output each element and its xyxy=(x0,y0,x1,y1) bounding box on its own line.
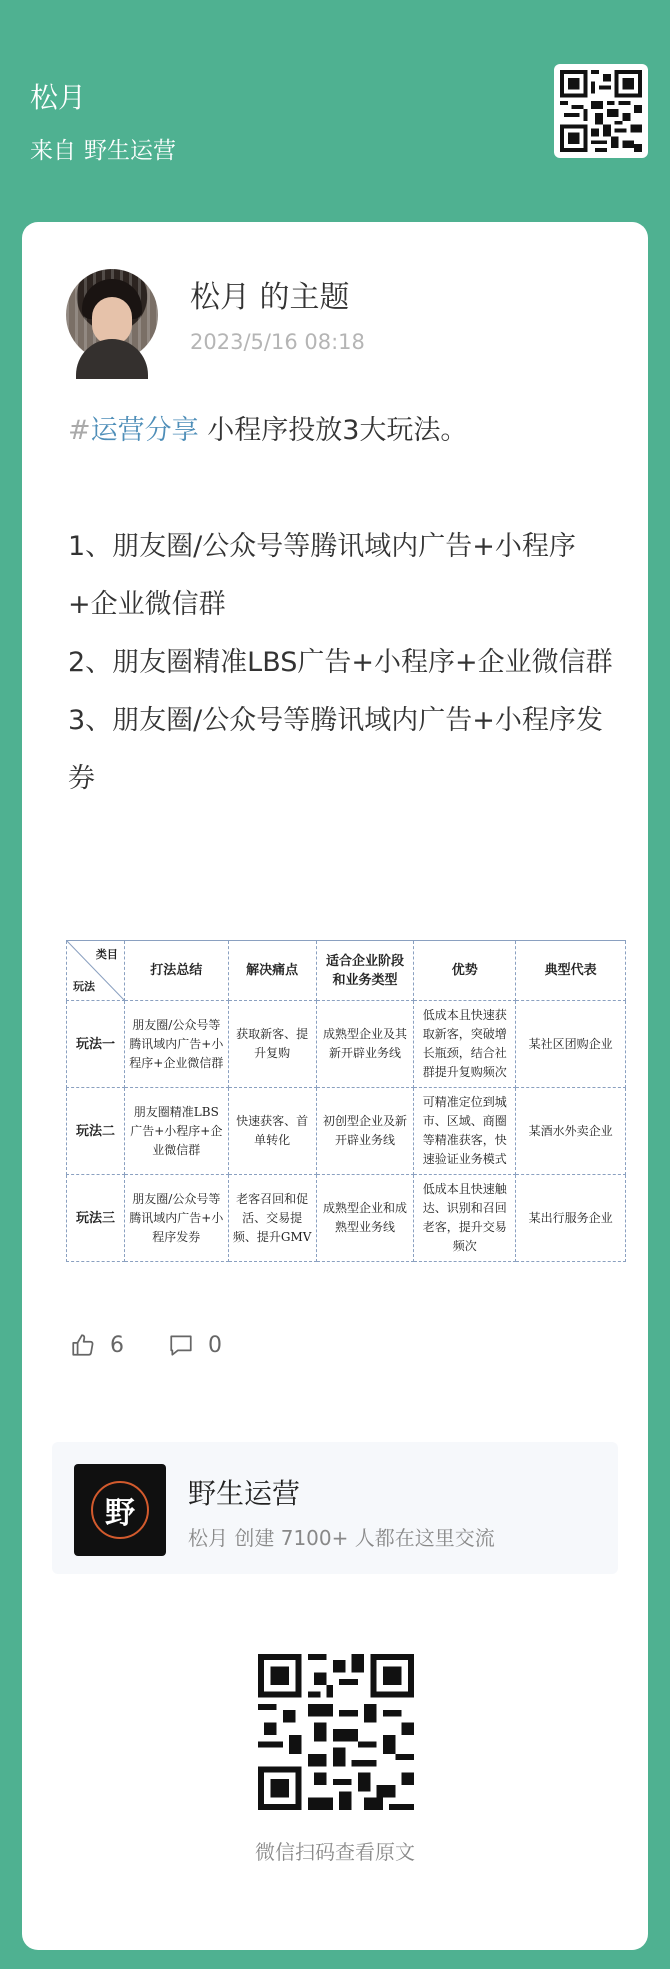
thumbs-up-icon xyxy=(70,1332,96,1358)
topic-tag[interactable]: #运营分享 xyxy=(68,415,199,446)
table-header: 解决痛点 xyxy=(228,941,316,1001)
qr-code-icon xyxy=(258,1654,414,1810)
group-logo-char: 野 xyxy=(91,1481,149,1539)
top-qr-code xyxy=(554,64,648,158)
group-card[interactable] xyxy=(52,1442,618,1574)
comment-button[interactable] xyxy=(168,1332,222,1358)
table-header: 优势 xyxy=(414,941,516,1001)
table-header: 适合企业阶段和业务类型 xyxy=(316,941,414,1001)
table-row: 玩法三 朋友圈/公众号等腾讯域内广告+小程序发券 老客召回和促活、交易提频、提升GMV 成熟型企业和成熟型业务线 低成本且快速触达、识别和召回老客，提升交易频次 某出行服务企业 xyxy=(67,1175,626,1262)
table-header: 打法总结 xyxy=(124,941,228,1001)
like-button[interactable] xyxy=(70,1332,124,1358)
post-intro: #运营分享 小程序投放3大玩法。 xyxy=(68,415,468,446)
qr-code-icon xyxy=(560,70,642,152)
topic-title: 松月 的主题 xyxy=(190,280,350,315)
topic-time: 2023/5/16 08:18 xyxy=(190,330,365,354)
page-header xyxy=(30,78,176,165)
post-item-1: 1、朋友圈/公众号等腾讯域内广告+小程序+企业微信群 xyxy=(68,531,576,620)
group-desc: 松月 创建 7100+ 人都在这里交流 xyxy=(188,1526,495,1550)
table-corner-cell: 类目 玩法 xyxy=(67,941,125,1001)
strategy-table-image xyxy=(66,940,613,1262)
strategy-table xyxy=(66,940,626,1262)
post-item-3: 3、朋友圈/公众号等腾讯域内广告+小程序发券 xyxy=(68,705,603,794)
group-logo xyxy=(74,1464,166,1556)
post-stats xyxy=(70,1332,266,1358)
header-from xyxy=(30,132,176,165)
scan-instruction: 微信扫码查看原文 xyxy=(255,1840,415,1864)
table-header: 典型代表 xyxy=(516,941,626,1001)
header-from-group: 野生运营 xyxy=(84,138,176,164)
table-row: 玩法一 朋友圈/公众号等腾讯域内广告+小程序+企业微信群 获取新客、提升复购 成熟型企业及其新开辟业务线 低成本且快速获取新客，突破增长瓶颈，结合社群提升复购频次 某社区团购企业 xyxy=(67,1001,626,1088)
group-name: 野生运营 xyxy=(188,1477,301,1510)
header-author: 松月 xyxy=(30,81,87,114)
avatar[interactable] xyxy=(66,269,158,361)
comment-icon xyxy=(168,1332,194,1358)
post-card xyxy=(22,222,648,1950)
header-from-prefix: 来自 xyxy=(30,138,76,164)
bottom-qr-code xyxy=(258,1654,414,1810)
post-item-2: 2、朋友圈精准LBS广告+小程序+企业微信群 xyxy=(68,647,613,678)
like-count: 6 xyxy=(110,1332,124,1358)
table-row: 玩法二 朋友圈精准LBS广告+小程序+企业微信群 快速获客、首单转化 初创型企业及新开辟业务线 可精准定位到城市、区域、商圈等精准获客，快速验证业务模式 某酒水外卖企业 xyxy=(67,1088,626,1175)
post-content xyxy=(68,402,616,808)
comment-count: 0 xyxy=(208,1332,222,1358)
